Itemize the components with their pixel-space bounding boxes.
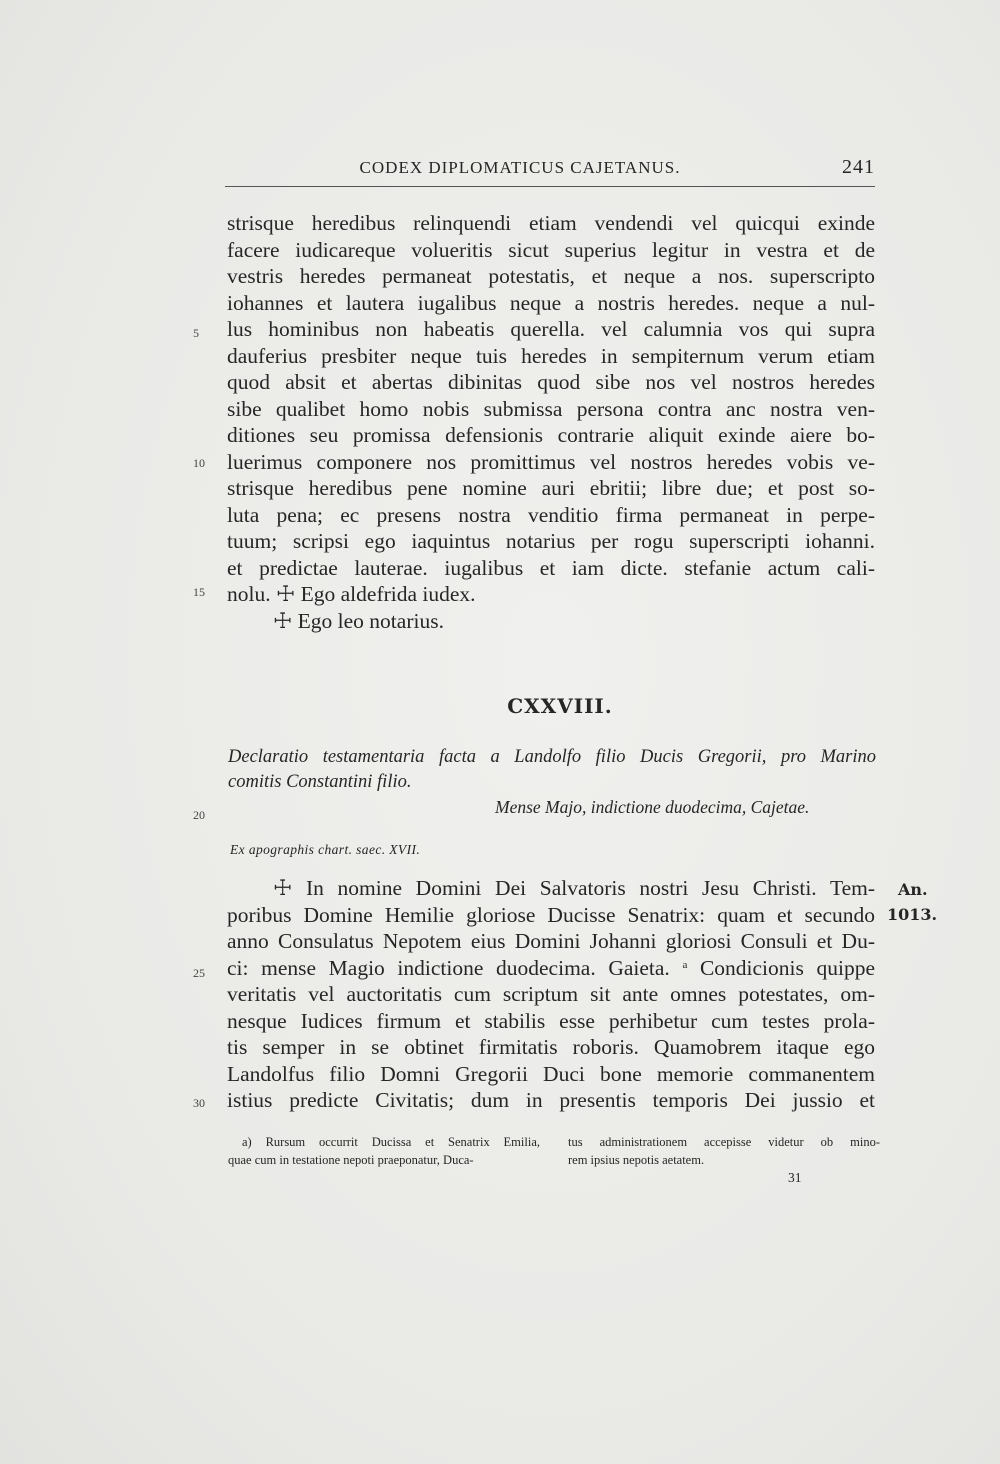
text-line: ditiones seu promissa defensionis contrarie aliquit exinde aiere bo- [227, 423, 875, 447]
margin-year-label: An. [898, 880, 928, 899]
text-line: quod absit et abertas dibinitas quod sibe nos vel nostros heredes [227, 370, 875, 394]
text-line: et predictae lauterae. iugalibus et iam dicte. stefanie actum cali- [227, 555, 875, 580]
text-line: dauferius presbiter neque tuis heredes in sempiternum verum etiam [227, 343, 875, 368]
document-title-line: Declaratio testamentaria facta a Landolfo filio Ducis Gregorii, pro Marino [228, 747, 876, 767]
document-title-line: comitis Constantini filio. [228, 772, 412, 792]
text-fragment: Condicionis quippe [699, 955, 876, 980]
text-line: Landolfus filio Domni Gregorii Duci bone memorie commanentem [227, 1061, 875, 1086]
footnote-line: quae cum in testatione nepoti praeponatur, Duca- [228, 1153, 474, 1167]
footnote-line: a) Rursum occurrit Ducissa et Senatrix Emilia, [242, 1135, 540, 1149]
document-body [227, 875, 875, 1114]
line-number: 20 [193, 808, 205, 822]
text-line: facere iudicareque volueritis sicut superius legitur in vestra et de [227, 237, 875, 262]
footnote-line: tus administrationem accepisse videtur ob mino- [568, 1135, 880, 1149]
text-line [227, 955, 875, 982]
footnote-line: rem ipsius nepotis aetatem. [568, 1153, 705, 1167]
text-line: tis semper in se obtinet firmitatis roboris. Quamobrem itaque ego [227, 1035, 875, 1059]
signature-mark: 31 [788, 1170, 802, 1185]
text-line: strisque heredibus pene nomine auri ebritii; libre due; et post so- [227, 476, 875, 500]
text-line: nolu. ☩ Ego aldefrida iudex. [227, 582, 476, 606]
footnote-right [568, 1133, 880, 1169]
text-line: sibe qualibet homo nobis submissa persona contra anc nostra ven- [227, 396, 875, 421]
header-rule [225, 186, 875, 187]
text-line: luerimus componere nos promittimus vel nostros heredes vobis ve- [227, 449, 875, 474]
text-line: istius predicte Civitatis; dum in presentis temporis Dei jussio et [227, 1088, 875, 1112]
text-line: tuum; scripsi ego iaquintus notarius per rogu superscripti iohanni. [227, 529, 875, 553]
page-number: 241 [842, 156, 875, 178]
running-head [225, 150, 875, 190]
line-number: 30 [193, 1096, 205, 1110]
text-line: anno Consulatus Nepotem eius Domini Johanni gloriosi Consuli et Du- [227, 929, 875, 953]
line-number: 15 [193, 585, 205, 599]
text-line: vestris heredes permaneat potestatis, et neque a nos. superscripto [227, 264, 875, 288]
text-line: strisque heredibus relinquendi etiam vendendi vel quicqui exinde [227, 211, 875, 235]
document-number: CXXVIII. [507, 694, 613, 718]
continued-text [227, 210, 875, 634]
text-line: veritatis vel auctoritatis cum scriptum sit ante omnes potestates, om- [227, 982, 875, 1006]
line-number: 5 [193, 326, 199, 340]
margin-year: 1013. [887, 905, 938, 924]
text-line: ☩ Ego leo notarius. [273, 608, 444, 633]
line-number: 10 [193, 456, 205, 470]
line-number: 25 [193, 966, 205, 980]
text-line: nesque Iudices firmum et stabilis esse perhibetur cum testes prola- [227, 1008, 875, 1033]
text-line: ☩ In nomine Domini Dei Salvatoris nostri Jesu Christi. Tem- [273, 876, 875, 900]
document-date: Mense Majo, indictione duodecima, Cajetae. [495, 797, 810, 817]
text-line: lus hominibus non habeatis querella. vel calumnia vos qui supra [227, 317, 875, 341]
text-fragment: ci: mense Magio indictione duodecima. Gaieta. [227, 955, 670, 980]
document-source: Ex apographis chart. saec. XVII. [230, 842, 421, 857]
text-line: poribus Domine Hemilie gloriose Ducisse Senatrix: quam et secundo [227, 902, 875, 927]
footnote-marker: a [682, 958, 688, 971]
text-line: luta pena; ec presens nostra venditio firma permaneat in perpe- [227, 502, 875, 527]
text-line: iohannes et lautera iugalibus neque a nostris heredes. neque a nul- [227, 290, 875, 315]
running-head-title: CODEX DIPLOMATICUS CAJETANUS. [359, 158, 681, 177]
footnote-left [228, 1133, 540, 1169]
